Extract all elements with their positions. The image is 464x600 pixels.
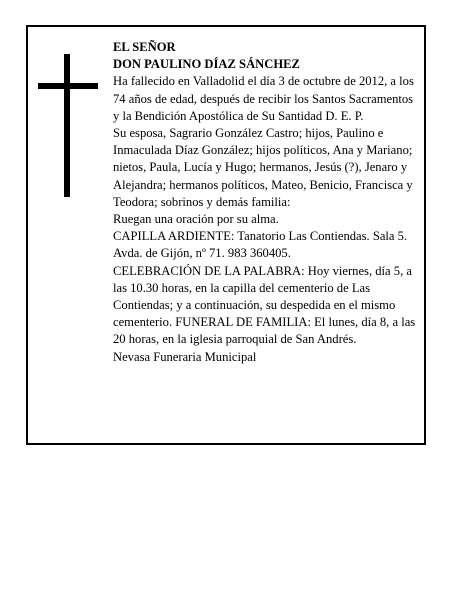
ceremony-info: CELEBRACIÓN DE LA PALABRA: Hoy viernes, día 5, a las 10.30 horas, en la capilla del cementerio de Las Contiendas; y a continuación, su despedida en el mismo cementerio. FUNERAL DE FAMILIA: El lunes, día 8, a las 20 horas, en la iglesia parroquial de San Andrés. bbox=[113, 263, 416, 347]
deceased-name: DON PAULINO DÍAZ SÁNCHEZ bbox=[113, 57, 300, 72]
cross-icon bbox=[64, 54, 70, 197]
prayer-request: Ruegan una oración por su alma. bbox=[113, 212, 279, 227]
heading-title: EL SEÑOR bbox=[113, 40, 176, 54]
death-notice: Ha fallecido en Valladolid el día 3 de octubre de 2012, a los 74 años de edad, después de recibir los Santos Sacramentos y la Bendición Apostólica de Su Santidad D. E. P. bbox=[113, 74, 414, 123]
obituary-text bbox=[113, 39, 418, 366]
funeral-home: Nevasa Funeraria Municipal bbox=[113, 349, 257, 364]
family-list: Su esposa, Sagrario González Castro; hijos, Paulino e Inmaculada Díaz González; hijos políticos, Ana y Mariano; nietos, Paula, Lucía y Hugo; hermanos, Jesús (?), Jenaro y Alejandra; hermanos políticos, Mateo, Benicio, Francisca y Teodora; sobrinos y demás familia: bbox=[113, 126, 413, 209]
cross-icon-bar bbox=[38, 83, 98, 89]
chapel-info: CAPILLA ARDIENTE: Tanatorio Las Contiendas. Sala 5. Avda. de Gijón, nº 71. 983 360405. bbox=[113, 229, 408, 261]
